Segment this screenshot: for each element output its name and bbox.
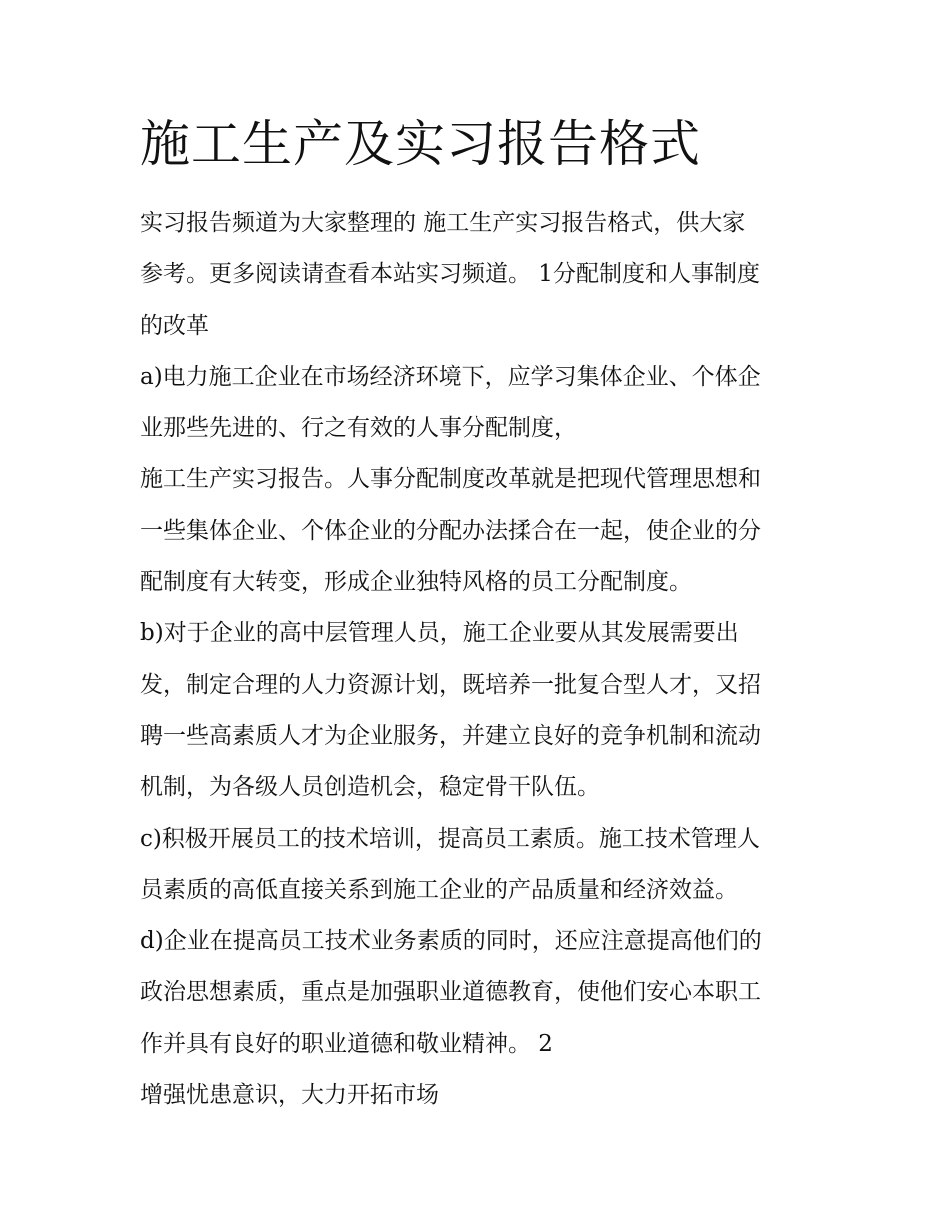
document-title: 施工生产及实习报告格式 — [140, 115, 701, 173]
body-line: a)电力施工企业在市场经济环境下，应学习集体企业、个体企 — [140, 363, 761, 390]
body-line: 参考。更多阅读请查看本站实习频道。 1分配制度和人事制度 — [140, 261, 760, 288]
body-line: 的改革 — [140, 312, 209, 339]
body-line: 聘一些高素质人才为企业服务，并建立良好的竞争机制和流动 — [140, 722, 761, 749]
body-line: 增强忧患意识，大力开拓市场 — [140, 1082, 439, 1109]
body-line: 作并具有良好的职业道德和敬业精神。 2 — [140, 1030, 553, 1057]
body-line: b)对于企业的高中层管理人员，施工企业要从其发展需要出 — [140, 620, 739, 647]
body-line: 机制，为各级人员创造机会，稳定骨干队伍。 — [140, 774, 600, 801]
body-line: 政治思想素质，重点是加强职业道德教育，使他们安心本职工 — [140, 979, 761, 1006]
body-line: 业那些先进的、行之有效的人事分配制度， — [140, 415, 577, 442]
body-line: 一些集体企业、个体企业的分配办法揉合在一起，使企业的分 — [140, 517, 761, 544]
body-line: c)积极开展员工的技术培训，提高员工素质。施工技术管理人 — [140, 825, 760, 852]
body-line: 配制度有大转变，形成企业独特风格的员工分配制度。 — [140, 569, 692, 596]
body-line: 发，制定合理的人力资源计划，既培养一批复合型人才，又招 — [140, 671, 761, 698]
body-line: 员素质的高低直接关系到施工企业的产品质量和经济效益。 — [140, 876, 738, 903]
body-line: d)企业在提高员工技术业务素质的同时，还应注意提高他们的 — [140, 928, 762, 955]
body-line: 施工生产实习报告。人事分配制度改革就是把现代管理思想和 — [140, 466, 761, 493]
body-line: 实习报告频道为大家整理的 施工生产实习报告格式，供大家 — [140, 210, 746, 236]
document-body — [140, 198, 820, 1121]
